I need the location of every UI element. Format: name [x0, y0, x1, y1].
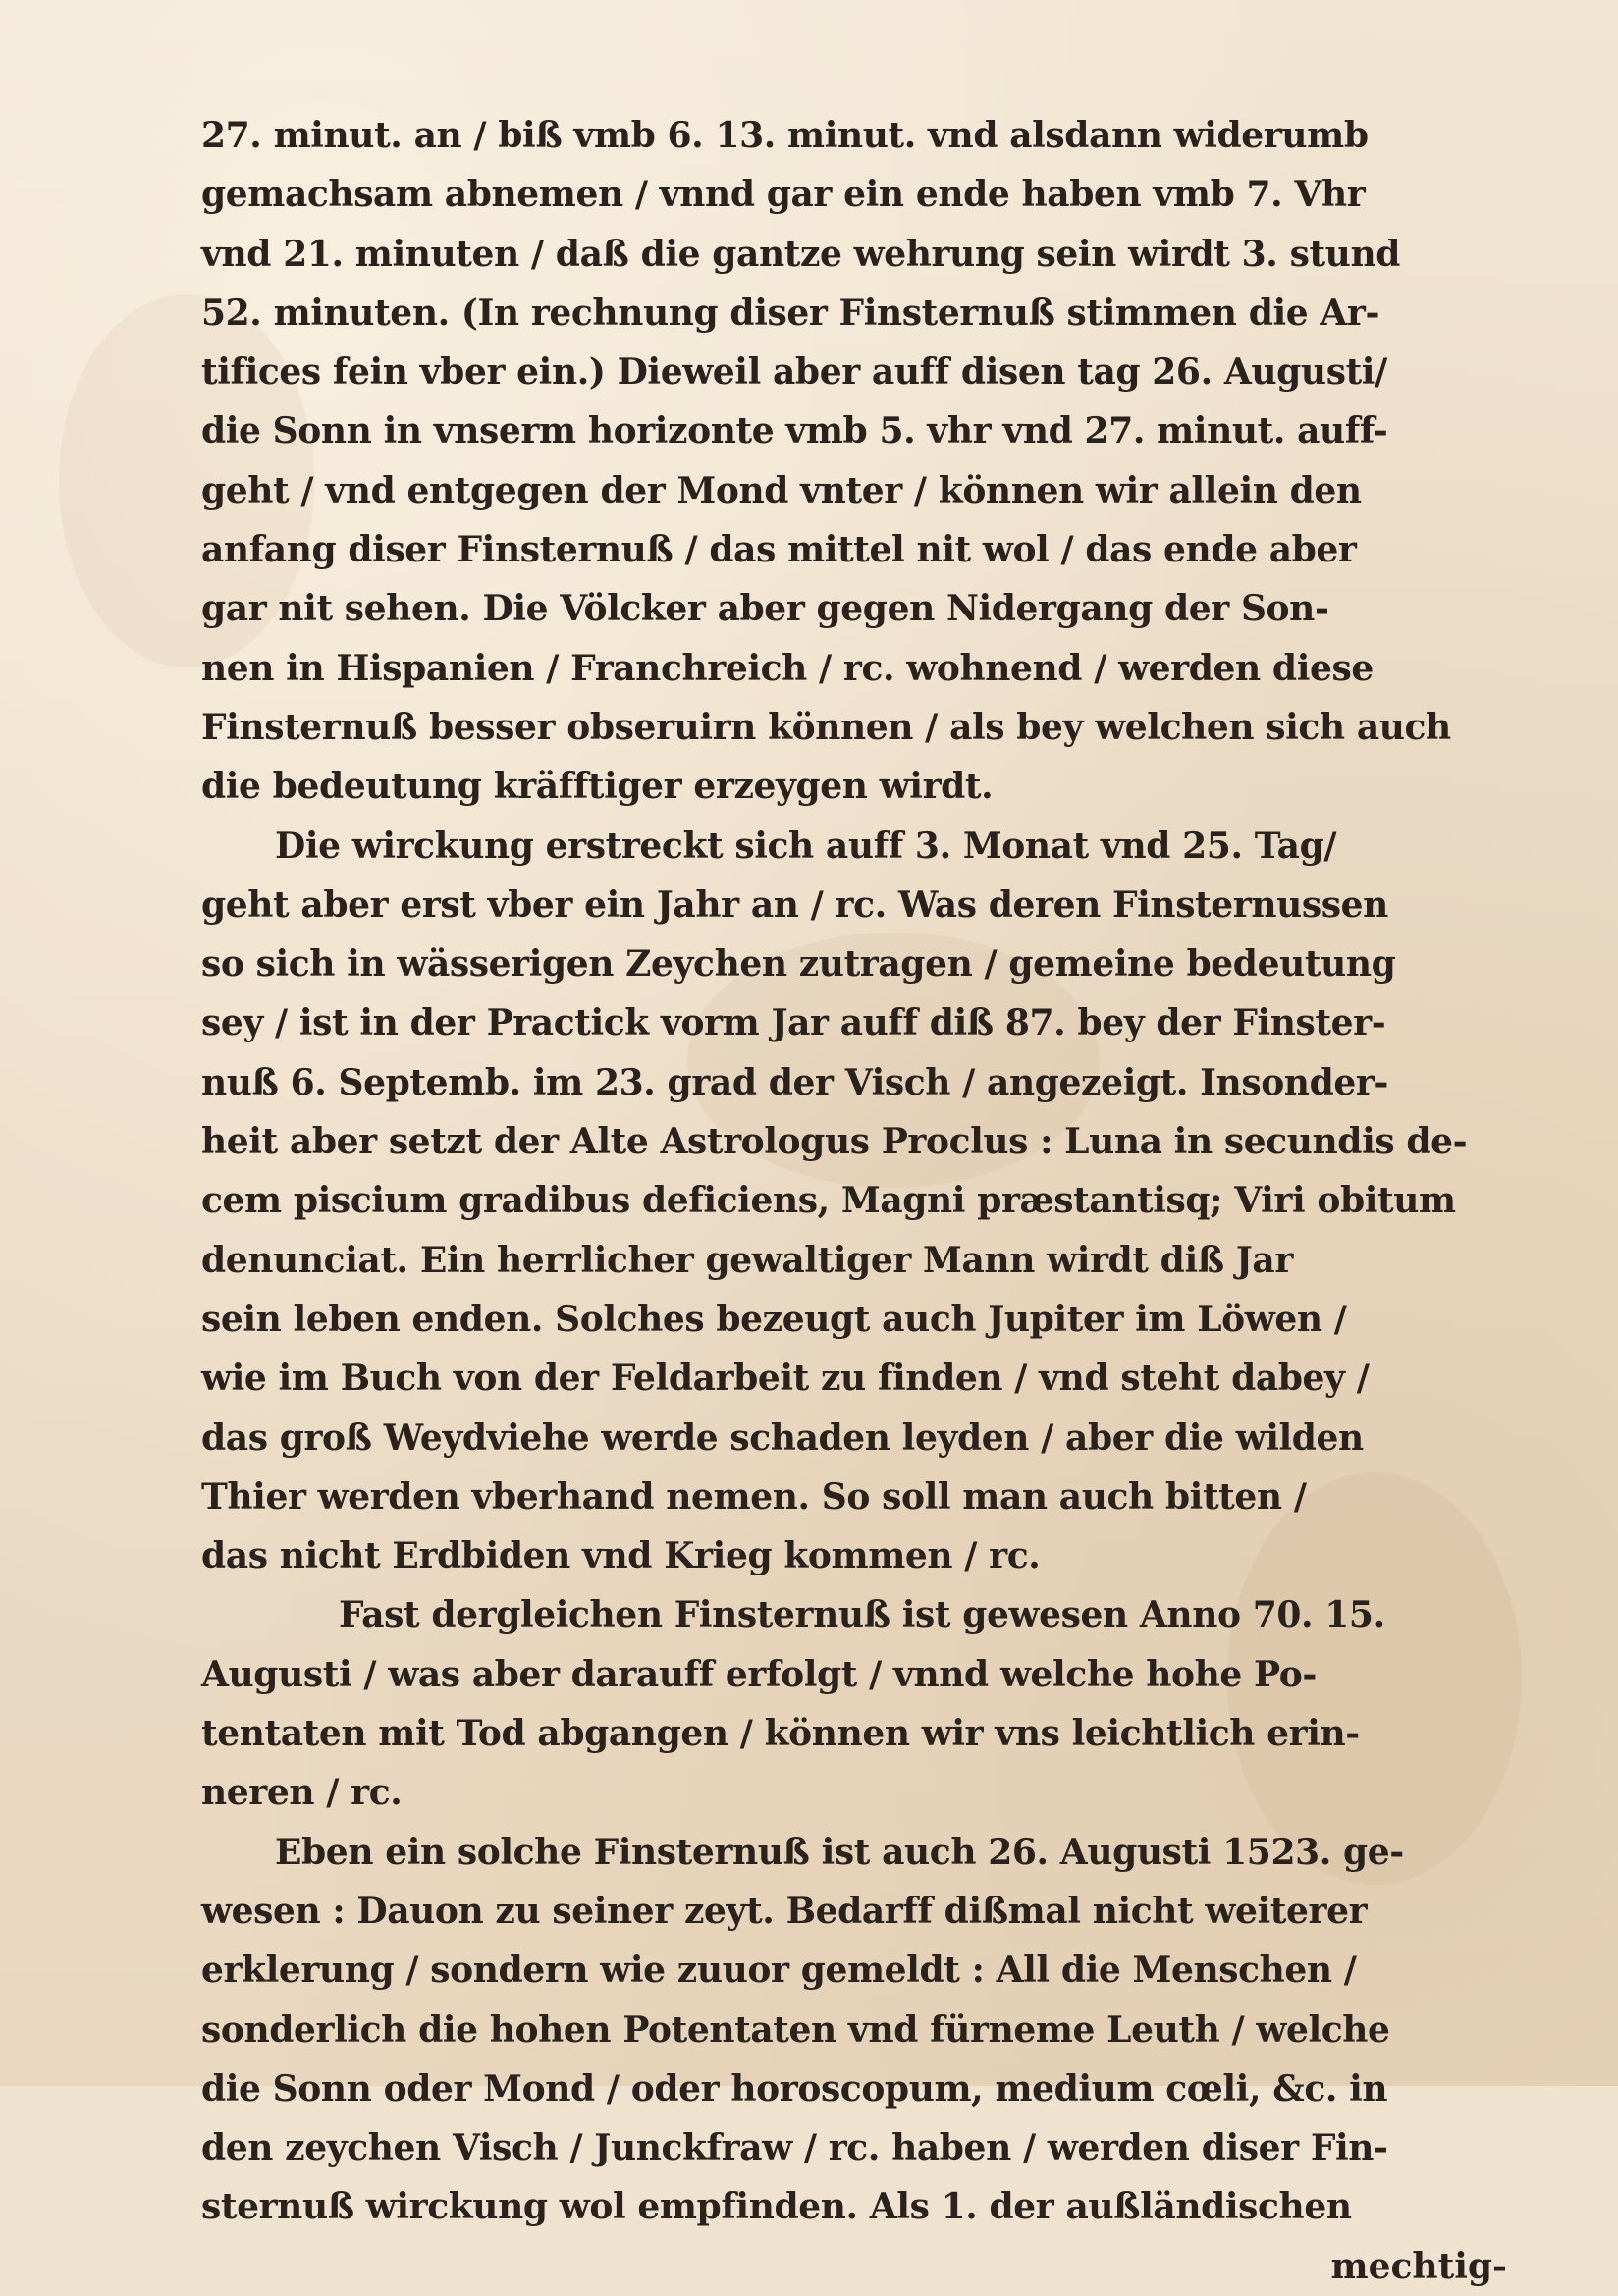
text-line: Augusti / was aber darauff erfolgt / vnnd welche hohe Po- [201, 1653, 1317, 1695]
text-line: wesen : Dauon zu seiner zeyt. Bedarff dißmal nicht weiterer [201, 1890, 1368, 1932]
text-line: die Sonn oder Mond / oder horoscopum, medium cœli, &c. in [201, 2067, 1388, 2109]
text-line: cem piscium gradibus deficiens, Magni præstantisq; Viri obitum [201, 1180, 1456, 1222]
text-line: sternuß wirckung wol empfinden. Als 1. der außländischen [201, 2186, 1352, 2228]
text-line: sonderlich die hohen Potentaten vnd fürneme Leuth / welche [201, 2008, 1390, 2051]
text-line: 52. minuten. (In rechnung diser Finsternuß stimmen die Ar- [201, 292, 1380, 334]
text-line: tentaten mit Tod abgangen / können wir vns leichtlich erin- [201, 1713, 1360, 1755]
text-line: geht / vnd entgegen der Mond vnter / können wir allein den [201, 469, 1362, 511]
text-line: gar nit sehen. Die Völcker aber gegen Nidergang der Son- [201, 588, 1329, 630]
catchword: mechtig- [1330, 2245, 1507, 2287]
text-line: Finsternuß besser obseruirn können / als bey welchen sich auch [201, 706, 1451, 748]
text-line: geht aber erst vber ein Jahr an / rc. Was deren Finsternussen [201, 883, 1388, 926]
text-line: die Sonn in vnserm horizonte vmb 5. vhr vnd 27. minut. auff- [201, 410, 1388, 453]
text-line: Thier werden vberhand nemen. So soll man auch bitten / [201, 1475, 1307, 1518]
paragraph-start-line: Die wirckung erstreckt sich auff 3. Monat vnd 25. Tag/ [275, 825, 1337, 867]
text-line: tifices fein vber ein.) Dieweil aber auff disen tag 26. Augusti/ [201, 351, 1387, 394]
text-line: heit aber setzt der Alte Astrologus Proclus : Luna in secundis de- [201, 1121, 1468, 1163]
text-line: den zeychen Visch / Junckfraw / rc. haben / werden diser Fin- [201, 2127, 1388, 2169]
text-line: gemachsam abnemen / vnnd gar ein ende haben vmb 7. Vhr [201, 174, 1366, 216]
text-line: 27. minut. an / biß vmb 6. 13. minut. vnd alsdann widerumb [201, 115, 1369, 156]
printed-text-block [201, 106, 1507, 2296]
text-line: neren / rc. [201, 1772, 403, 1814]
text-line: so sich in wässerigen Zeychen zutragen / gemeine bedeutung [201, 943, 1396, 986]
text-line: denunciat. Ein herrlicher gewaltiger Mann wirdt diß Jar [201, 1239, 1293, 1281]
text-line: anfang diser Finsternuß / das mittel nit wol / das ende aber [201, 529, 1357, 571]
text-line: das groß Weydviehe werde schaden leyden / aber die wilden [201, 1416, 1364, 1459]
text-line: sein leben enden. Solches bezeugt auch Jupiter im Löwen / [201, 1298, 1347, 1340]
paragraph-start-line: Fast dergleichen Finsternuß ist gewesen Anno 70. 15. [339, 1594, 1385, 1636]
text-line: das nicht Erdbiden vnd Krieg kommen / rc. [201, 1535, 1041, 1577]
text-line: nen in Hispanien / Franchreich / rc. wohnend / werden diese [201, 647, 1374, 689]
text-line: sey / ist in der Practick vorm Jar auff diß 87. bey der Finster- [201, 1002, 1386, 1044]
text-line: vnd 21. minuten / daß die gantze wehrung sein wirdt 3. stund [201, 233, 1400, 275]
text-line: erklerung / sondern wie zuuor gemeldt : All die Menschen / [201, 1949, 1357, 1992]
text-line: nuß 6. Septemb. im 23. grad der Visch / angezeigt. Insonder- [201, 1061, 1388, 1103]
text-line: die bedeutung kräfftiger erzeygen wirdt. [201, 766, 994, 808]
text-line: wie im Buch von der Feldarbeit zu finden / vnd steht dabey / [201, 1358, 1370, 1400]
paragraph-start-line: Eben ein solche Finsternuß ist auch 26. Augusti 1523. ge- [275, 1831, 1404, 1873]
